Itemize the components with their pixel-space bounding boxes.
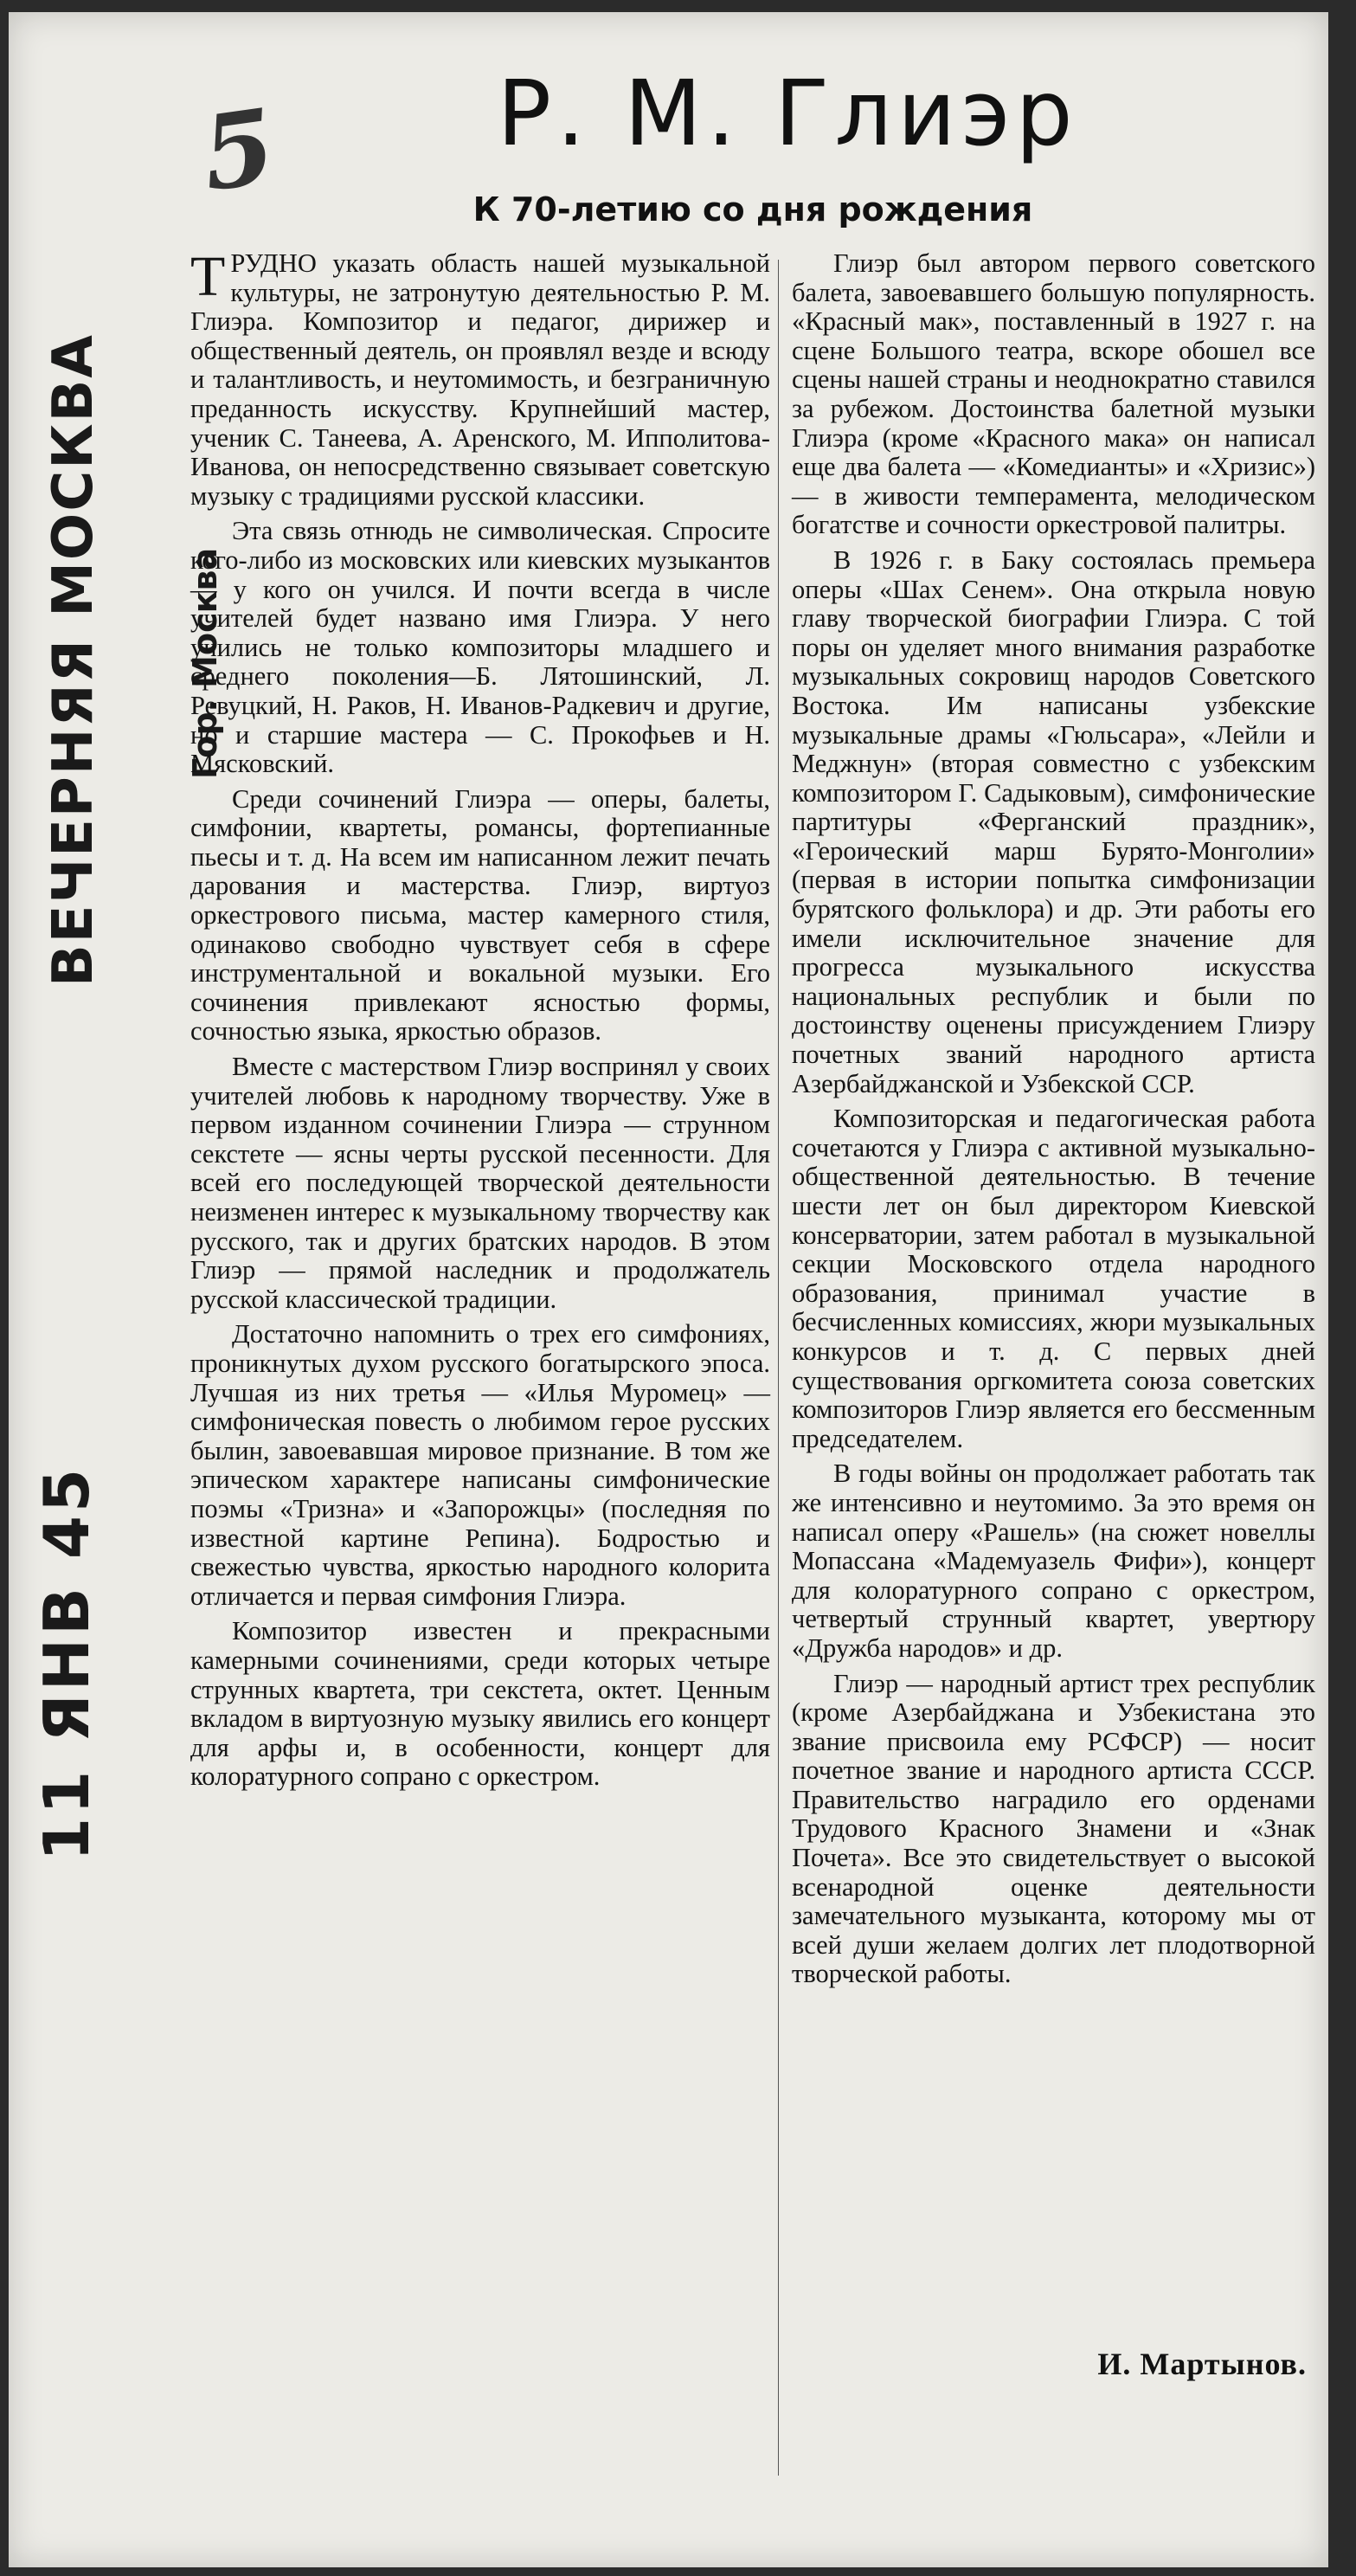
date-stamp: 11 ЯНВ 45 bbox=[30, 1465, 103, 1861]
right-column bbox=[792, 249, 1315, 1995]
paragraph: Достаточно напомнить о трех его симфониях, проникнутых духом русского богатырского эпоса. Лучшая из них третья — «Илья Муромец» — симфоническая повесть о любимом герое русских былин, завоевавшая мировое признание. В том же эпическом характере написаны симфонические поэмы «Тризна» и «Запорожцы» (последняя по известной картине Репина). Бодростью и свежестью чувства, яркостью народного колорита отличается и первая симфония Глиэра. bbox=[190, 1319, 770, 1611]
paragraph: Глиэр — народный артист трех республик (кроме Азербайджана и Узбекистана это звание присвоила ему РСФСР) — носит почетное звание и народного артиста СССР. Правительство наградило его орденами Трудового Красного Знамени и «Знак Почета». Все это свидетельствует о высокой всенародной оценке деятельности замечательного музыканта, которому мы от всей души желаем долгих лет плодотворной творческой работы. bbox=[792, 1668, 1315, 1989]
paragraph bbox=[190, 245, 770, 511]
paragraph: Композиторская и педагогическая работа сочетаются у Глиэра с активной музыкально-общественной деятельностью. В течение шести лет он был директором Киевской консерватории, затем работал в музыкальной секции Московского отдела народного образования, принимал участие в бесчисленных комиссиях, жюри музыкальных конкурсов и т. д. С первых дней существования оргкомитета союза советских композиторов Глиэр является его бессменным председателем. bbox=[792, 1104, 1315, 1453]
paragraph: Глиэр был автором первого советского балета, завоевавшего большую популярность. «Красный мак», поставленный в 1927 г. на сцене Большого театра, вскоре обошел все сцены нашей страны и неоднократно ставился за рубежом. Достоинства балетной музыки Глиэра (кроме «Красного мака» он написал еще два балета — «Комедианты» и «Хризис») — в живости темперамента, мелодическом богатстве и сочности оркестровой палитры. bbox=[792, 248, 1315, 540]
newspaper-name-stamp: ВЕЧЕРНЯЯ МОСКВА bbox=[42, 333, 106, 987]
paragraph: В годы войны он продолжает работать так же интенсивно и неутомимо. За это время он написал оперу «Рашель» (на сюжет новеллы Мопассана «Мадемуазель Фифи»), концерт для колоратурного сопрано с оркестром, четвертый струнный квартет, увертюру «Дружба народов» и др. bbox=[792, 1459, 1315, 1663]
drop-cap: Т bbox=[190, 245, 226, 308]
article-author: И. Мартынов. bbox=[1097, 2347, 1307, 2381]
paragraph: Эта связь отнюдь не символическая. Спросите кого-либо из московских или киевских музыкантов — у кого он учился. И почти всегда в числе учителей будет названо имя Глиэра. У него учились не только композиторы младшего и среднего поколения—Б. Лятошинский, Л. Ревуцкий, Н. Раков, Н. Иванов-Радкевич и другие, но и старшие мастера — С. Прокофьев и Н. Мясковский. bbox=[190, 516, 770, 779]
column-divider bbox=[778, 260, 779, 2476]
city-note: Гор. Москва bbox=[186, 547, 224, 779]
paragraph: Вместе с мастерством Глиэр воспринял у своих учителей любовь к народному творчеству. Уже в первом изданном сочинении Глиэра — струнном секстете — ясны черты русской песенности. Для всей его последующей творческой деятельности неизменен интерес к музыкальному творчеству как русского, так и других братских народов. В этом Глиэр — прямой наследник и продолжатель русской классической традиции. bbox=[190, 1052, 770, 1314]
article-subtitle: К 70-летию со дня рождения bbox=[472, 190, 1033, 229]
pencil-page-number: 5 bbox=[195, 85, 282, 215]
paragraph: В 1926 г. в Баку состоялась премьера оперы «Шах Сенем». Она открыла новую главу творческой биографии Глиэра. С той поры он уделяет много внимания разработке музыкальных сокровищ народов Советского Востока. Им написаны узбекские музыкальные драмы «Гюльсара», «Лейли и Меджнун» (вторая совместно с узбекским композитором Г. Садыковым), симфонические партитуры «Ферганский праздник», «Героический марш Бурято-Монголии» (первая в истории попытка симфонизации бурятского фольклора) и др. Эти работы его имели исключительное значение для прогресса музыкального искусства национальных республик и были по достоинству оценены присуждением Глиэру почетных званий народного артиста Азербайджанской и Узбекской ССР. bbox=[792, 544, 1315, 1098]
article-title: Р. М. Глиэр bbox=[497, 61, 1078, 166]
paragraph: Среди сочинений Глиэра — оперы, балеты, симфонии, квартеты, романсы, фортепианные пьесы и т. д. На всем им написанном лежит печать дарования и мастерства. Глиэр, виртуоз оркестрового письма, мастер камерного стиля, одинаково свободно чувствует себя в сфере инструментальной и вокальной музыки. Его сочинения привлекают ясностью формы, сочностью языка, яркостью образов. bbox=[190, 783, 770, 1046]
paragraph-text: РУДНО указать область нашей музыкальной культуры, не затронутую деятельностью Р. М. Глиэра. Композитор и педагог, дирижер и общественный деятель, он проявлял везде и всюду и талантливость, и неутомимость, и безграничную преданность искусству. Крупнейший мастер, ученик С. Танеева, А. Аренского, М. Ипполитова-Иванова, он непосредственно связывает советскую музыку с традициями русской классики. bbox=[190, 248, 770, 511]
left-column bbox=[190, 245, 770, 1798]
paragraph: Композитор известен и прекрасными камерными сочинениями, среди которых четыре струнных квартета, три секстета, октет. Ценным вкладом в виртуозную музыку явились его концерт для арфы и, в особенности, концерт для колоратурного сопрано с оркестром. bbox=[190, 1616, 770, 1792]
